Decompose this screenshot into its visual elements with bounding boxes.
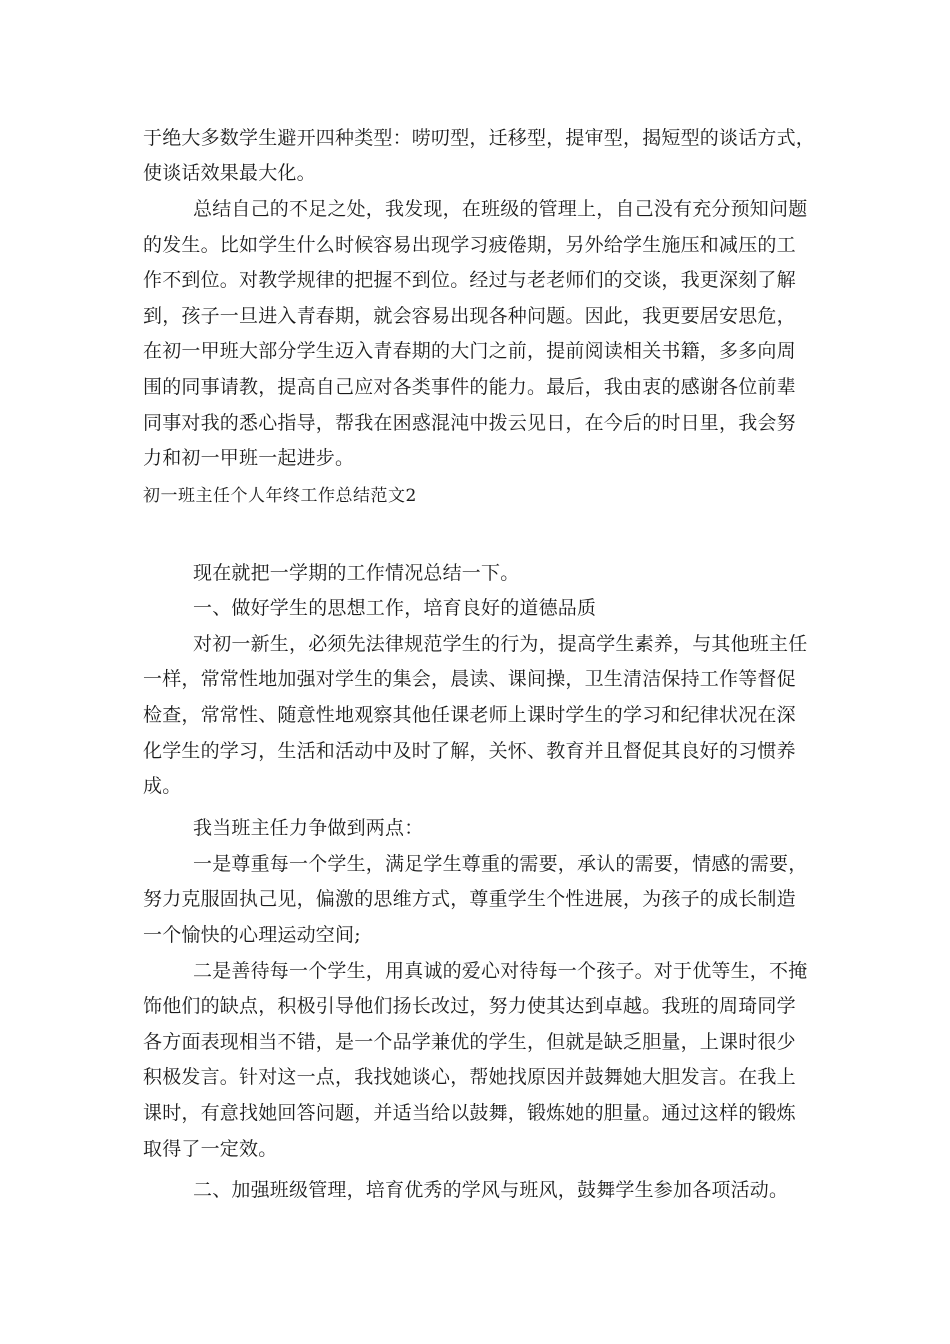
paragraph-line: 一样，常常性地加强对学生的集会，晨读、课间操，卫生清洁保持工作等督促 — [143, 668, 796, 690]
paragraph-line: 作不到位。对教学规律的把握不到位。经过与老老师们的交谈，我更深刻了解 — [143, 269, 796, 291]
paragraph-line: 在初一甲班大部分学生迈入青春期的大门之前，提前阅读相关书籍，多多向周 — [143, 340, 796, 362]
paragraph-line: 课时，有意找她回答问题，并适当给以鼓舞，锻炼她的胆量。通过这样的锻炼 — [143, 1102, 796, 1124]
paragraph-line: 努力克服固执己见，偏激的思维方式，尊重学生个性进展，为孩子的成长制造 — [143, 888, 796, 910]
paragraph-line: 检查，常常性、随意性地观察其他任课老师上课时学生的学习和纪律状况在深 — [143, 704, 796, 726]
paragraph-line: 一个愉快的心理运动空间; — [143, 924, 361, 946]
paragraph-line: 各方面表现相当不错，是一个品学兼优的学生，但就是缺乏胆量，上课时很少 — [143, 1031, 796, 1053]
paragraph-line: 总结自己的不足之处，我发现，在班级的管理上，自己没有充分预知问题 — [193, 198, 808, 220]
paragraph-line: 使谈话效果最大化。 — [143, 162, 316, 184]
paragraph-line: 力和初一甲班一起进步。 — [143, 447, 355, 469]
paragraph-line: 我当班主任力争做到两点： — [193, 817, 424, 839]
section-heading: 二、加强班级管理，培育优秀的学风与班风，鼓舞学生参加各项活动。 — [193, 1179, 789, 1201]
paragraph-line: 一是尊重每一个学生，满足学生尊重的需要，承认的需要，情感的需要， — [193, 853, 808, 875]
paragraph-line: 取得了一定效。 — [143, 1138, 278, 1160]
paragraph-line: 饰他们的缺点，积极引导他们扬长改过，努力使其达到卓越。我班的周琦同学 — [143, 995, 796, 1017]
paragraph-line: 现在就把一学期的工作情况总结一下。 — [193, 562, 520, 584]
paragraph-line: 到，孩子一旦进入青春期，就会容易出现各种问题。因此，我更要居安思危， — [143, 305, 796, 327]
paragraph-line: 的发生。比如学生什么时候容易出现学习疲倦期，另外给学生施压和减压的工 — [143, 234, 796, 256]
paragraph-line: 成。 — [143, 775, 182, 797]
section-heading: 一、做好学生的思想工作，培育良好的道德品质 — [193, 597, 597, 619]
paragraph-line: 同事对我的悉心指导，帮我在困惑混沌中拨云见日，在今后的时日里，我会努 — [143, 412, 796, 434]
section-title: 初一班主任个人年终工作总结范文2 — [143, 486, 417, 506]
paragraph-line: 对初一新生，必须先法律规范学生的行为，提高学生素养，与其他班主任 — [193, 633, 808, 655]
paragraph-line: 围的同事请教，提高自己应对各类事件的能力。最后，我由衷的感谢各位前辈 — [143, 376, 796, 398]
paragraph-line: 化学生的学习，生活和活动中及时了解，关怀、教育并且督促其良好的习惯养 — [143, 740, 796, 762]
paragraph-line: 于绝大多数学生避开四种类型：唠叨型，迁移型，提审型，揭短型的谈话方式， — [143, 127, 816, 149]
paragraph-line: 积极发言。针对这一点，我找她谈心，帮她找原因并鼓舞她大胆发言。在我上 — [143, 1066, 796, 1088]
paragraph-line: 二是善待每一个学生，用真诚的爱心对待每一个孩子。对于优等生，不掩 — [193, 960, 808, 982]
